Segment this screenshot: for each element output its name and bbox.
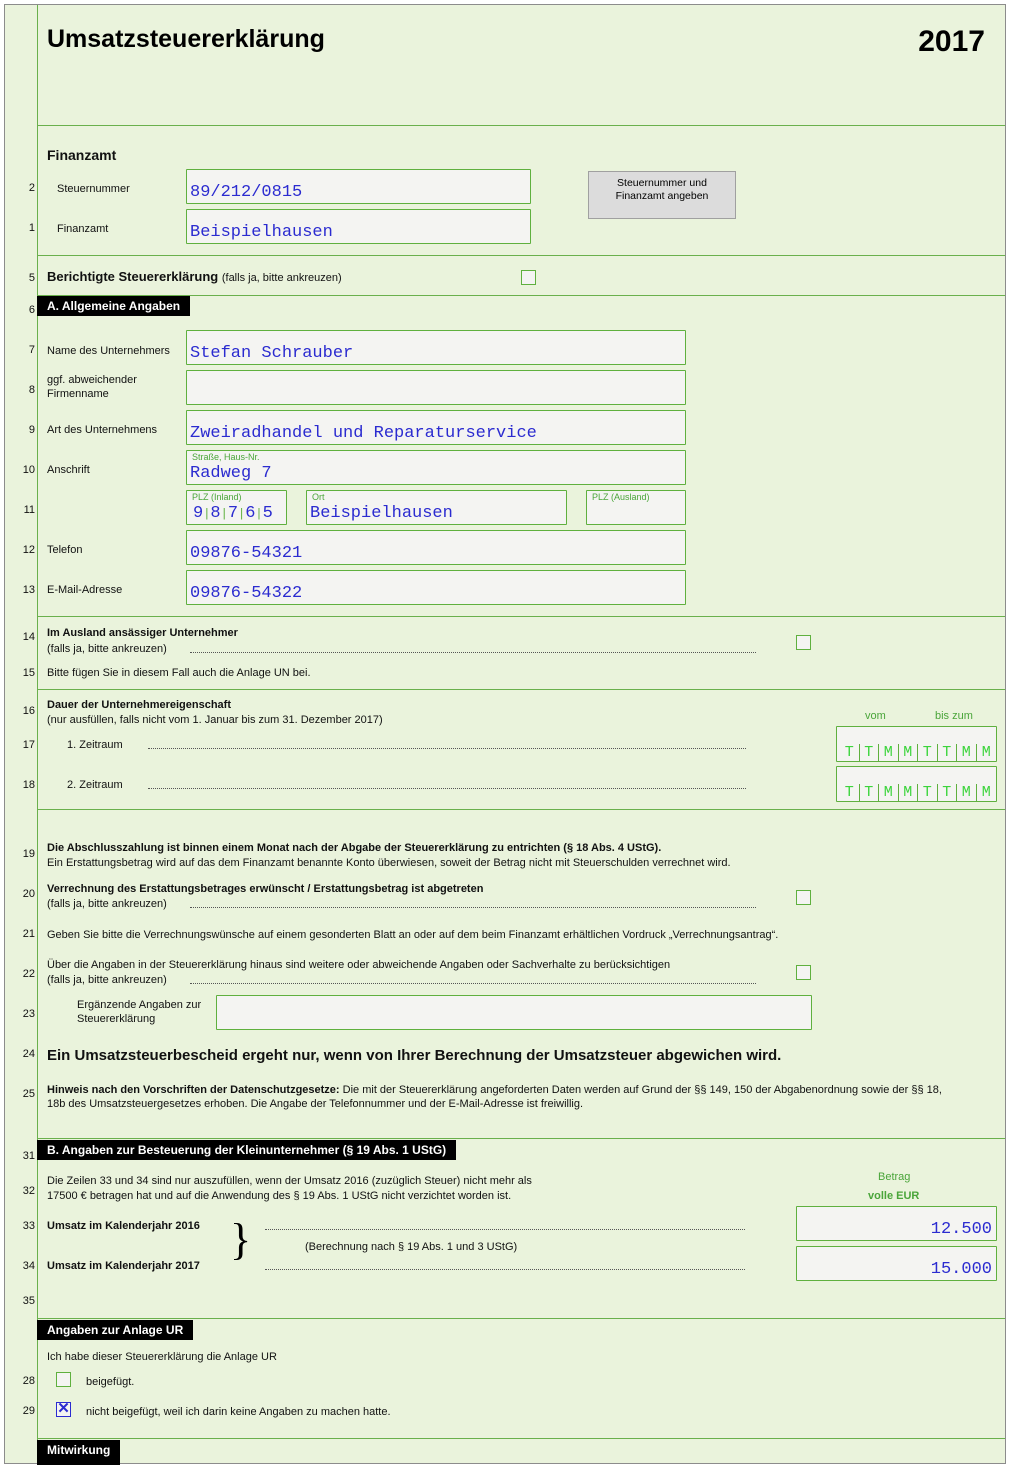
anlage-ur-intro: Ich habe dieser Steuererklärung die Anlage UR (47, 1351, 277, 1363)
dauer-hint: (nur ausfüllen, falls nicht vom 1. Januar bis zum 31. Dezember 2017) (47, 714, 383, 726)
divider (37, 689, 1005, 690)
datenschutz-text: Die mit der Steuererklärung angeforderten Daten werden auf Grund der §§ 149, 150 der Abgabenordnung sowie der §§ 18, 18b des Umsatzsteuergesetzes erhoben. Die Angabe der Telefonnummer und der E-Mail-Adresse ist freiwillig. (47, 1084, 942, 1110)
ergaenzend-label: Ergänzende Angaben zur Steuererklärung (77, 999, 202, 1025)
volle-eur-label: volle EUR (868, 1190, 920, 1202)
dauer-title: Dauer der Unternehmereigenschaft (47, 699, 231, 711)
name-label: Name des Unternehmers (47, 345, 170, 357)
date-placeholder-char: T (840, 784, 860, 801)
line-number: 29 (22, 1405, 35, 1417)
art-label: Art des Unternehmens (47, 424, 158, 436)
line-number: 31 (22, 1150, 35, 1162)
strasse-field[interactable]: Straße, Haus-Nr. Radweg 7 (186, 450, 686, 485)
umsatz-2017-field[interactable]: 15.000 (796, 1246, 997, 1281)
date-placeholder-char: M (879, 784, 899, 801)
date-placeholder-char: M (899, 744, 919, 761)
date-placeholder-char: M (957, 744, 977, 761)
line-number: 35 (22, 1295, 35, 1307)
plz-ausland-field[interactable]: PLZ (Ausland) (586, 490, 686, 525)
dots (190, 907, 756, 908)
brace-icon: } (230, 1215, 252, 1264)
line-number: 34 (22, 1260, 35, 1272)
line-number: 19 (22, 848, 35, 860)
line-number: 14 (22, 631, 35, 643)
beigefuegt-checkbox[interactable] (56, 1372, 71, 1387)
berichtigt-label: Berichtigte Steuererklärung (47, 269, 219, 284)
line-number: 22 (22, 968, 35, 980)
nicht-beigefuegt-label: nicht beigefügt, weil ich darin keine Angaben zu machen hatte. (86, 1406, 391, 1418)
firma-field[interactable] (186, 370, 686, 405)
ort-field[interactable]: Ort Beispielhausen (306, 490, 567, 525)
zeitraum1-label: 1. Zeitraum (67, 739, 123, 751)
line-number: 2 (28, 182, 35, 194)
steuernummer-finanzamt-button[interactable]: Steuernummer und Finanzamt angeben (588, 171, 736, 219)
zeitraum2-field[interactable] (836, 766, 997, 802)
bis-label: bis zum (935, 710, 973, 722)
line-number: 17 (22, 739, 35, 751)
date-placeholder-char: T (860, 744, 880, 761)
date-placeholder-char: T (860, 784, 880, 801)
dots (148, 788, 746, 789)
telefon-field[interactable]: 09876-54321 (186, 530, 686, 565)
section-a-header: A. Allgemeine Angaben (37, 296, 190, 316)
line-number: 20 (22, 888, 35, 900)
form-year: 2017 (918, 25, 985, 58)
ergaenzend-checkbox[interactable] (796, 965, 811, 980)
name-field[interactable]: Stefan Schrauber (186, 330, 686, 365)
section-b-intro: Die Zeilen 33 und 34 sind nur auszufüllen, wenn der Umsatz 2016 (zuzüglich Steuer) nicht mehr als (47, 1175, 532, 1187)
berechnung-note: (Berechnung nach § 19 Abs. 1 und 3 UStG) (305, 1241, 518, 1253)
date-placeholder-char: T (938, 784, 958, 801)
line-number: 5 (28, 272, 35, 284)
divider (37, 125, 1005, 126)
anlage-ur-header: Angaben zur Anlage UR (37, 1320, 193, 1340)
date-placeholder-char: M (981, 744, 991, 761)
dots (190, 983, 756, 984)
line-number: 16 (22, 705, 35, 717)
email-label: E-Mail-Adresse (47, 584, 123, 596)
line-number: 13 (22, 584, 35, 596)
telefon-label: Telefon (47, 544, 83, 556)
berichtigt-checkbox[interactable] (521, 270, 536, 285)
tax-form (4, 4, 1006, 1464)
zeitraum2-label: 2. Zeitraum (67, 779, 123, 791)
firma-label: ggf. abweichender Firmenname (47, 374, 137, 400)
ergaenzend-title: Über die Angaben in der Steuererklärung hinaus sind weitere oder abweichende Angaben oder Sachverhalte zu berücksichtigen (47, 959, 671, 971)
plz-field[interactable]: PLZ (Inland) 9|8|7|6|5 (186, 490, 287, 525)
umsatz-2016-label: Umsatz im Kalenderjahr 2016 (47, 1220, 200, 1232)
date-placeholder-char: T (918, 744, 938, 761)
betrag-label: Betrag (878, 1171, 911, 1183)
dots (148, 748, 746, 749)
umsatz-2016-field[interactable]: 12.500 (796, 1206, 997, 1241)
art-field[interactable]: Zweiradhandel und Reparaturservice (186, 410, 686, 445)
date-placeholder-char: M (957, 784, 977, 801)
margin-line (37, 5, 38, 1465)
bescheid-note: Ein Umsatzsteuerbescheid ergeht nur, wenn von Ihrer Berechnung der Umsatzsteuer abgewichen wird. (47, 1047, 782, 1064)
verrechnung-title: Verrechnung des Erstattungsbetrages erwünscht / Erstattungsbetrag ist abgetreten (47, 883, 484, 895)
datenschutz-bold: Hinweis nach den Vorschriften der Datenschutzgesetze: (47, 1084, 340, 1096)
vom-label: vom (865, 710, 886, 722)
section-b-header: B. Angaben zur Besteuerung der Kleinunternehmer (§ 19 Abs. 1 UStG) (37, 1140, 456, 1160)
line-number: 24 (22, 1048, 35, 1060)
divider (37, 809, 1005, 810)
line-number: 10 (22, 464, 35, 476)
line-number: 7 (28, 344, 35, 356)
ausland-hint: (falls ja, bitte ankreuzen) (47, 643, 167, 655)
ergaenzend-hint: (falls ja, bitte ankreuzen) (47, 974, 167, 986)
line-number: 18 (22, 779, 35, 791)
line-number: 1 (28, 222, 35, 234)
verrechnung-note: Geben Sie bitte die Verrechnungswünsche auf einem gesonderten Blatt an oder auf dem beim Finanzamt erhältlichen Vordruck „Verrechnungsantrag“. (47, 929, 779, 941)
line-number: 6 (28, 304, 35, 316)
berichtigt-hint: (falls ja, bitte ankreuzen) (221, 272, 342, 284)
line-number: 8 (28, 384, 35, 396)
divider (37, 255, 1005, 256)
ausland-title: Im Ausland ansässiger Unternehmer (47, 627, 238, 639)
date-placeholder-char: M (981, 784, 991, 801)
ergaenzend-field[interactable] (216, 995, 812, 1030)
steuernummer-field[interactable]: 89/212/0815 (186, 169, 531, 204)
line-number: 33 (22, 1220, 35, 1232)
finanzamt-field[interactable]: Beispielhausen (186, 209, 531, 244)
nicht-beigefuegt-checkbox[interactable]: ✕ (57, 1400, 70, 1417)
date-placeholder-char: T (938, 744, 958, 761)
line-number: 25 (22, 1088, 35, 1100)
zeitraum1-field[interactable] (836, 726, 997, 762)
divider (37, 1438, 1005, 1439)
divider (37, 1318, 1005, 1319)
umsatz-2017-label: Umsatz im Kalenderjahr 2017 (47, 1260, 200, 1272)
dots (190, 652, 756, 653)
dots (265, 1229, 745, 1230)
form-title: Umsatzsteuererklärung (47, 25, 325, 53)
line-number: 11 (23, 504, 35, 516)
date-placeholder-char: M (879, 744, 899, 761)
line-number: 28 (22, 1375, 35, 1387)
verrechnung-hint: (falls ja, bitte ankreuzen) (47, 898, 167, 910)
date-placeholder-char: M (899, 784, 919, 801)
date-placeholder-char: T (918, 784, 938, 801)
email-field[interactable]: 09876-54322 (186, 570, 686, 605)
beigefuegt-label: beigefügt. (86, 1376, 135, 1388)
line-number: 21 (22, 928, 35, 940)
line-number: 23 (22, 1008, 35, 1020)
section-b-intro2: 17500 € betragen hat und auf die Anwendung des § 19 Abs. 1 UStG nicht verzichtet worden ist. (47, 1190, 512, 1202)
verrechnung-checkbox[interactable] (796, 890, 811, 905)
line-number: 32 (22, 1185, 35, 1197)
zahlung-text: Ein Erstattungsbetrag wird auf das dem Finanzamt benannte Konto überwiesen, soweit der Betrag nicht mit Steuerschulden verrechnet wird. (47, 857, 731, 869)
anschrift-label: Anschrift (47, 464, 90, 476)
divider (37, 1138, 1005, 1139)
ausland-checkbox[interactable] (796, 635, 811, 650)
finanzamt-heading: Finanzamt (47, 147, 117, 163)
steuernummer-label: Steuernummer (57, 183, 130, 195)
divider (37, 616, 1005, 617)
line-number: 15 (22, 667, 35, 679)
dots (265, 1269, 745, 1270)
finanzamt-label: Finanzamt (57, 223, 109, 235)
zahlung-bold: Die Abschlusszahlung ist binnen einem Monat nach der Abgabe der Steuererklärung zu entrichten (§ 18 Abs. 4 UStG). (47, 842, 662, 854)
date-placeholder-char: T (840, 744, 860, 761)
line-number: 12 (22, 544, 35, 556)
mitwirkung-header: Mitwirkung (37, 1440, 120, 1465)
line-number: 9 (28, 424, 35, 436)
ausland-note: Bitte fügen Sie in diesem Fall auch die Anlage UN bei. (47, 667, 311, 679)
